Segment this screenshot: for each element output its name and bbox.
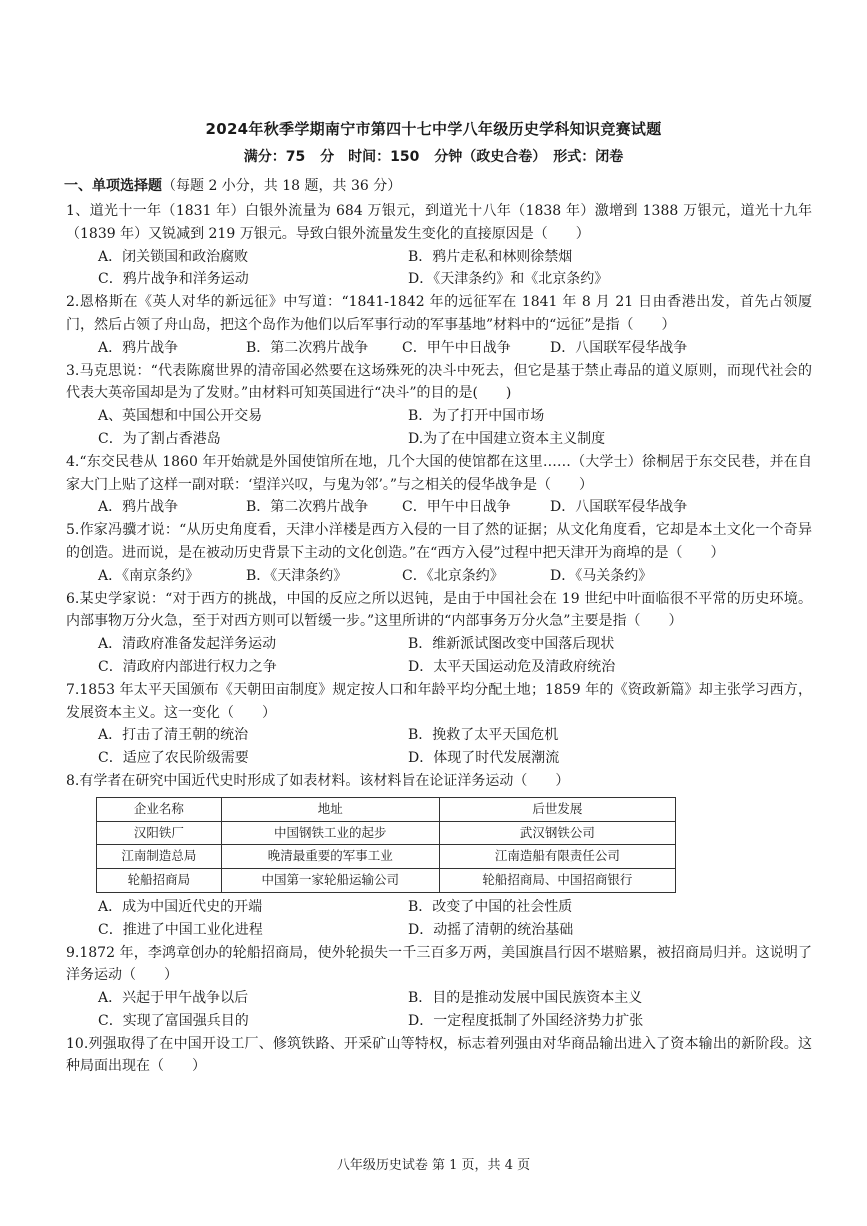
column-header: 地址	[221, 797, 439, 821]
question-7	[66, 679, 812, 770]
question-stem: 1、道光十一年（1831 年）白银外流量为 684 万银元，到道光十八年（1838 年）激增到 1388 万银元，道光十九年（1839 年）又锐减到 219 万银元。导致白银外流量发生变化的直接原因是（ ）	[66, 203, 812, 242]
option-d[interactable]: D．动摇了清朝的统治基础	[408, 921, 574, 938]
question-stem: 7.1853 年太平天国颁布《天朝田亩制度》规定按人口和年龄平均分配土地；1859 年的《资政新篇》却主张学习西方，发展资本主义。这一变化（ ）	[66, 681, 812, 721]
option-a[interactable]: A．清政府准备发起洋务运动	[98, 636, 277, 653]
question-list	[66, 200, 812, 1078]
option-d[interactable]: D．《马关条约》	[550, 567, 653, 584]
question-4	[66, 451, 812, 519]
question-stem: 3.马克思说：“代表陈腐世界的清帝国必然要在这场殊死的决斗中死去，但它是基于禁止毒品的道义原则，而现代社会的代表大英帝国却是为了发财。”由材料可知英国进行“决斗”的目的是( )	[66, 362, 812, 402]
options	[66, 496, 812, 519]
question-2	[66, 291, 812, 359]
options	[66, 633, 812, 679]
table-cell: 汉阳铁厂	[97, 821, 222, 845]
option-b[interactable]: B．第二次鸦片战争	[246, 339, 369, 356]
options	[66, 565, 812, 588]
option-a[interactable]: A．成为中国近代史的开端	[98, 898, 263, 915]
option-a[interactable]: A．《南京条约》	[98, 567, 200, 584]
option-a[interactable]: A．鸦片战争	[98, 499, 179, 516]
option-b[interactable]: B．第二次鸦片战争	[246, 499, 369, 516]
question-9	[66, 942, 812, 1033]
page-title: 2024年秋季学期南宁市第四十七中学八年级历史学科知识竞赛试题	[205, 120, 662, 138]
option-b[interactable]: B．维新派试图改变中国落后现状	[408, 636, 615, 653]
option-a[interactable]: A、英国想和中国公开交易	[98, 408, 263, 425]
question-stem: 9.1872 年，李鸿章创办的轮船招商局，使外轮损失一千三百多万两，美国旗昌行因不堪赔累，被招商局归并。这说明了洋务运动（ ）	[66, 944, 812, 984]
option-d[interactable]: D．《天津条约》和《北京条约》	[408, 271, 609, 288]
option-d[interactable]: D．八国联军侵华战争	[550, 499, 688, 516]
options	[66, 987, 812, 1033]
question-stem: 6.某史学家说：“对于西方的挑战，中国的反应之所以迟钝，是由于中国社会在 19 世纪中叶面临很不平常的历史环境。内部事物万分火急，至于对西方则可以暂缓一步。”这里所讲的“内部事务万分火急”主要是指（ ）	[66, 590, 812, 630]
option-c[interactable]: C．《北京条约》	[402, 567, 504, 584]
options	[66, 896, 812, 942]
table-cell: 江南制造总局	[97, 845, 222, 869]
option-c[interactable]: C．为了割占香港岛	[98, 430, 221, 447]
column-header: 后世发展	[439, 797, 675, 821]
option-a[interactable]: A．兴起于甲午战争以后	[98, 990, 249, 1007]
options	[66, 246, 812, 292]
question-stem: 2.恩格斯在《英人对华的新远征》中写道：“1841-1842 年的远征军在 1841 年 8 月 21 日由香港出发，首先占领厦门，然后占领了舟山岛，把这个岛作为他们以后军事行动的军事基地”材料中的“远征”是指（ ）	[66, 294, 812, 333]
option-d[interactable]: D．八国联军侵华战争	[550, 339, 688, 356]
options	[66, 337, 812, 360]
option-b[interactable]: B．《天津条约》	[246, 567, 348, 584]
section-label: 一、单项选择题	[64, 178, 162, 194]
option-b[interactable]: B．目的是推动发展中国民族资本主义	[408, 990, 643, 1007]
option-c[interactable]: C．甲午中日战争	[402, 499, 511, 516]
table-row	[97, 845, 676, 869]
table-row	[97, 821, 676, 845]
question-stem: 5.作家冯骥才说：“从历史角度看，天津小洋楼是西方入侵的一目了然的证据；从文化角度看，它却是本土文化一个奇异的创造。进而说，是在被动历史背景下主动的文化创造。”在“西方入侵”过程中把天津开为商埠的是（ ）	[66, 522, 812, 561]
option-b[interactable]: B．为了打开中国市场	[408, 408, 545, 425]
option-b[interactable]: B．挽救了太平天国危机	[408, 727, 559, 744]
option-d[interactable]: D．体现了时代发展潮流	[408, 750, 560, 767]
table-row	[97, 869, 676, 893]
table-cell: 中国第一家轮船运输公司	[221, 869, 439, 893]
question-3	[66, 360, 812, 451]
option-c[interactable]: C．鸦片战争和洋务运动	[98, 271, 249, 288]
table-cell: 武汉钢铁公司	[439, 821, 675, 845]
option-a[interactable]: A．闭关锁国和政治腐败	[98, 248, 249, 265]
option-d[interactable]: D．一定程度抵制了外国经济势力扩张	[408, 1012, 644, 1029]
option-a[interactable]: A．打击了清王朝的统治	[98, 727, 249, 744]
section-heading	[64, 175, 401, 195]
section-note: （每题 2 小分，共 18 题，共 36 分）	[162, 178, 402, 194]
question-8	[66, 770, 812, 942]
option-d[interactable]: D．太平天国运动危及清政府统治	[408, 658, 616, 675]
option-c[interactable]: C．清政府内部进行权力之争	[98, 658, 277, 675]
option-b[interactable]: B．改变了中国的社会性质	[408, 898, 573, 915]
table-cell: 晚清最重要的军事工业	[221, 845, 439, 869]
material-table	[96, 797, 676, 893]
table-cell: 中国钢铁工业的起步	[221, 821, 439, 845]
question-6	[66, 588, 812, 679]
question-stem: 4.“东交民巷从 1860 年开始就是外国使馆所在地，几个大国的使馆都在这里……（大学士）徐桐居于东交民巷，并在自家大门上贴了这样一副对联：‘望洋兴叹，与鬼为邻’。”与之相关的侵华战争是（ ）	[66, 453, 812, 493]
options	[66, 724, 812, 770]
option-c[interactable]: C．甲午中日战争	[402, 339, 511, 356]
question-stem: 8.有学者在研究中国近代史时形成了如表材料。该材料旨在论证洋务运动（ ）	[66, 772, 570, 789]
option-b[interactable]: B．鸦片走私和林则徐禁烟	[408, 248, 573, 265]
page-footer: 八年级历史试卷 第 1 页，共 4 页	[336, 1158, 531, 1173]
option-c[interactable]: C．适应了农民阶级需要	[98, 750, 249, 767]
table-cell: 江南造船有限责任公司	[439, 845, 675, 869]
question-5	[66, 519, 812, 587]
table-header-row	[97, 797, 676, 821]
option-c[interactable]: C．实现了富国强兵目的	[98, 1012, 249, 1029]
question-10	[66, 1033, 812, 1079]
table-cell: 轮船招商局、中国招商银行	[439, 869, 675, 893]
option-d[interactable]: D.为了在中国建立资本主义制度	[408, 430, 606, 447]
option-c[interactable]: C．推进了中国工业化进程	[98, 921, 263, 938]
question-stem: 10.列强取得了在中国开设工厂、修筑铁路、开采矿山等特权，标志着列强由对华商品输出进入了资本输出的新阶段。这种局面出现在（ ）	[66, 1035, 812, 1075]
options	[66, 405, 812, 451]
column-header: 企业名称	[97, 797, 222, 821]
option-a[interactable]: A．鸦片战争	[98, 339, 179, 356]
exam-info: 满分：75 分 时间：150 分钟（政史合卷） 形式：闭卷	[243, 149, 624, 165]
table-cell: 轮船招商局	[97, 869, 222, 893]
question-1	[66, 200, 812, 291]
